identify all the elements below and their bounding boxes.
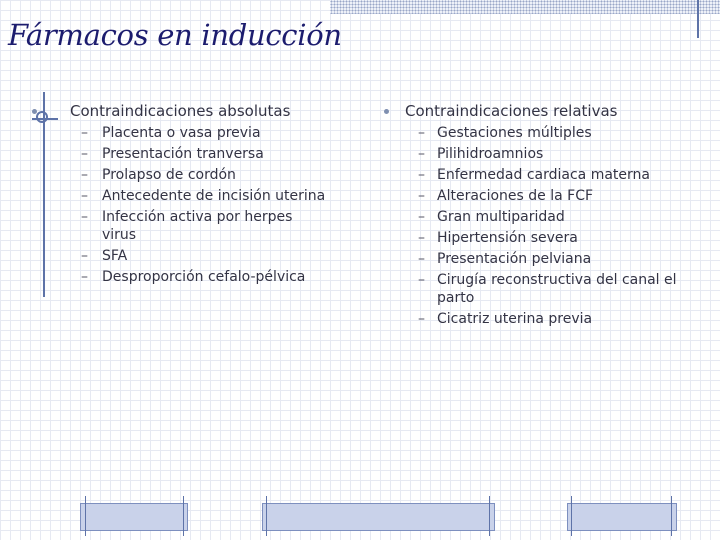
dash-icon: – [81,146,88,162]
left-heading [28,101,333,121]
list-item-text: Presentación pelviana [437,251,592,267]
dash-icon: – [81,167,88,183]
right-heading [380,101,700,121]
list-item-text: Pilihidroamnios [437,146,544,162]
dash-icon: – [418,311,425,327]
footer-tick [671,496,672,536]
list-item [28,124,333,142]
footer-tick [489,496,490,536]
list-item-text: Cirugía reconstructiva del canal el parto [437,272,677,306]
list-item-text: Desproporción cefalo-pélvica [102,269,306,285]
list-item [28,208,322,244]
dash-icon: – [418,272,425,288]
footer-tick [571,496,572,536]
left-list [28,124,333,286]
footer-box-center [262,503,495,531]
right-heading-text: Contraindicaciones relativas [405,102,618,120]
list-item [380,310,700,328]
list-item [380,208,700,226]
bullet-icon [32,109,37,114]
list-item [380,145,700,163]
list-item-text: Gestaciones múltiples [437,125,592,141]
slide-title: Fármacos en inducción [8,18,342,52]
list-item [28,166,333,184]
decor-line-top-right [697,0,699,38]
dash-icon: – [81,188,88,204]
list-item-text: Prolapso de cordón [102,167,236,183]
bullet-icon [384,109,389,114]
list-item-text: Placenta o vasa previa [102,125,261,141]
dash-icon: – [81,248,88,264]
left-column [28,101,333,289]
list-item-text: Hipertensión severa [437,230,578,246]
list-item [28,187,333,205]
list-item [28,247,333,265]
dash-icon: – [81,125,88,141]
list-item-text: Antecedente de incisión uterina [102,188,326,204]
list-item-text: Infección activa por herpes virus [102,209,293,243]
dash-icon: – [418,146,425,162]
dash-icon: – [418,188,425,204]
right-list [380,124,700,328]
footer-tick [266,496,267,536]
dash-icon: – [418,125,425,141]
list-item-text: Presentación tranversa [102,146,264,162]
list-item-text: Gran multiparidad [437,209,565,225]
dash-icon: – [418,209,425,225]
list-item [380,250,700,268]
list-item [28,145,333,163]
list-item [380,187,700,205]
list-item [28,268,333,286]
list-item-text: Enfermedad cardiaca materna [437,167,650,183]
footer-tick [85,496,86,536]
list-item [380,271,682,307]
right-column [380,101,700,331]
footer-box-left [80,503,188,531]
list-item-text: Cicatriz uterina previa [437,311,593,327]
footer-box-right [567,503,677,531]
list-item [380,229,700,247]
list-item [380,124,700,142]
list-item-text: SFA [102,248,128,264]
top-pattern-band [330,0,720,14]
list-item-text: Alteraciones de la FCF [437,188,594,204]
list-item [380,166,700,184]
dash-icon: – [418,167,425,183]
dash-icon: – [418,230,425,246]
dash-icon: – [81,209,88,225]
left-heading-text: Contraindicaciones absolutas [70,102,291,120]
dash-icon: – [81,269,88,285]
footer-tick [183,496,184,536]
dash-icon: – [418,251,425,267]
